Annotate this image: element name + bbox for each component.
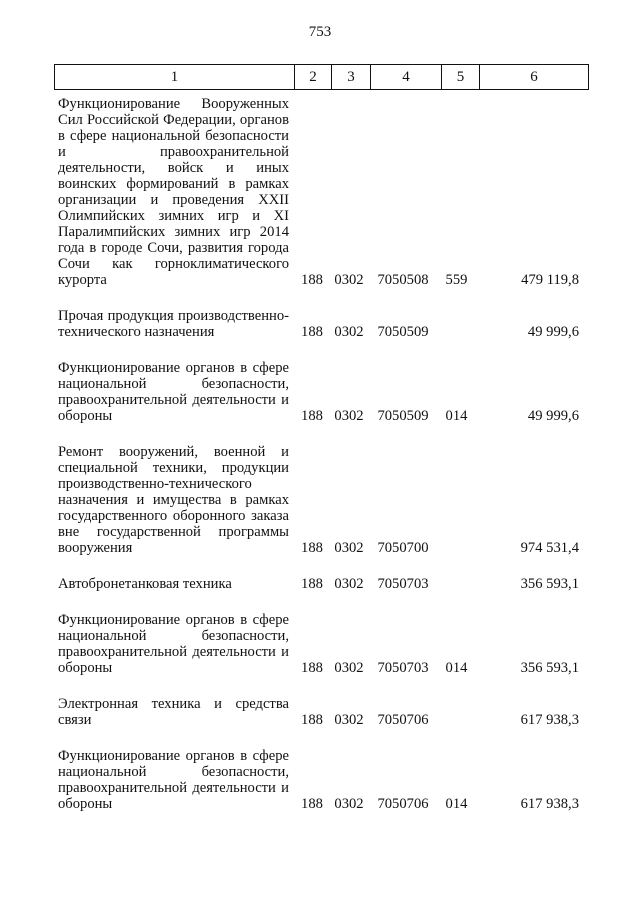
row-target-code: 7050706 — [377, 712, 429, 728]
row-amount: 356 593,1 — [520, 660, 579, 676]
row-spacer-cell — [54, 424, 583, 444]
row-spacer — [54, 556, 583, 576]
table-row — [54, 748, 583, 812]
row-target-code: 7050509 — [377, 408, 429, 424]
row-ministry-code: 188 — [301, 324, 323, 340]
row-spacer-cell — [54, 340, 583, 360]
row-section-code: 0302 — [334, 796, 364, 812]
row-section-code: 0302 — [334, 408, 364, 424]
row-spacer-cell — [54, 676, 583, 696]
row-target-code: 7050703 — [377, 660, 429, 676]
row-ministry-code: 188 — [301, 576, 323, 592]
row-amount: 617 938,3 — [520, 796, 579, 812]
table-row — [54, 576, 583, 592]
row-expense-code — [438, 696, 475, 728]
row-ministry-code: 188 — [301, 540, 323, 556]
row-spacer — [54, 676, 583, 696]
row-section-code: 0302 — [334, 576, 364, 592]
column-header-4: 4 — [371, 65, 442, 90]
row-expense-code: 014 — [445, 408, 468, 424]
table-row — [54, 96, 583, 288]
row-spacer — [54, 728, 583, 748]
row-section-code: 0302 — [334, 712, 364, 728]
budget-table-body — [54, 96, 583, 812]
row-spacer-cell — [54, 556, 583, 576]
row-name: Ремонт вооружений, военной и специальной техники, продукции производственно-технического назначения и имущества в рамках государственного оборонного заказа вне государственной программы вооружения — [58, 444, 289, 556]
row-spacer-cell — [54, 728, 583, 748]
row-expense-code: 559 — [445, 272, 468, 288]
column-header-table — [54, 64, 589, 90]
row-name: Функционирование органов в сфере национальной безопасности, правоохранительной деятельности и обороны — [58, 748, 289, 812]
row-ministry-code: 188 — [301, 408, 323, 424]
budget-table — [54, 96, 583, 812]
row-name: Функционирование органов в сфере национальной безопасности, правоохранительной деятельности и обороны — [58, 360, 289, 424]
column-header-2: 2 — [295, 65, 332, 90]
column-header-6: 6 — [480, 65, 589, 90]
column-header-1: 1 — [55, 65, 295, 90]
column-header-3: 3 — [332, 65, 371, 90]
table-row — [54, 696, 583, 728]
table-row — [54, 612, 583, 676]
row-name: Автобронетанковая техника — [58, 576, 232, 592]
row-spacer — [54, 340, 583, 360]
table-row — [54, 308, 583, 340]
page-number: 753 — [308, 24, 332, 40]
row-target-code: 7050509 — [377, 324, 429, 340]
row-name: Функционирование органов в сфере национальной безопасности, правоохранительной деятельности и обороны — [58, 612, 289, 676]
row-amount: 479 119,8 — [521, 272, 579, 288]
column-header-5: 5 — [442, 65, 480, 90]
row-amount: 49 999,6 — [527, 324, 579, 340]
row-expense-code — [438, 308, 475, 340]
row-target-code: 7050508 — [377, 272, 429, 288]
row-expense-code — [438, 576, 475, 592]
row-ministry-code: 188 — [301, 712, 323, 728]
row-expense-code — [438, 444, 475, 556]
row-ministry-code: 188 — [301, 660, 323, 676]
row-expense-code: 014 — [445, 796, 468, 812]
row-section-code: 0302 — [334, 660, 364, 676]
row-section-code: 0302 — [334, 324, 364, 340]
row-spacer-cell — [54, 592, 583, 612]
row-amount: 617 938,3 — [520, 712, 579, 728]
row-ministry-code: 188 — [301, 796, 323, 812]
row-amount: 356 593,1 — [520, 576, 579, 592]
row-name: Функционирование Вооруженных Сил Российской Федерации, органов в сфере национальной безопасности и правоохранительной деятельности, войск и иных воинских формирований в рамках организации и проведения XXII Олимпийских зимних игр и XI Паралимпийских зимних игр 2014 года в городе Сочи, развития города Сочи как горноклиматического курорта — [58, 96, 289, 288]
table-row — [54, 444, 583, 556]
row-amount: 49 999,6 — [527, 408, 579, 424]
table-row — [54, 360, 583, 424]
row-amount: 974 531,4 — [520, 540, 579, 556]
row-section-code: 0302 — [334, 272, 364, 288]
column-header-row — [55, 65, 589, 90]
row-target-code: 7050706 — [377, 796, 429, 812]
row-spacer — [54, 288, 583, 308]
row-spacer-cell — [54, 288, 583, 308]
row-target-code: 7050700 — [377, 540, 429, 556]
row-name: Электронная техника и средства связи — [58, 696, 289, 728]
row-name: Прочая продукция производственно-технического назначения — [58, 308, 289, 340]
row-ministry-code: 188 — [301, 272, 323, 288]
row-section-code: 0302 — [334, 540, 364, 556]
row-target-code: 7050703 — [377, 576, 429, 592]
row-spacer — [54, 424, 583, 444]
row-expense-code: 014 — [445, 660, 468, 676]
row-spacer — [54, 592, 583, 612]
